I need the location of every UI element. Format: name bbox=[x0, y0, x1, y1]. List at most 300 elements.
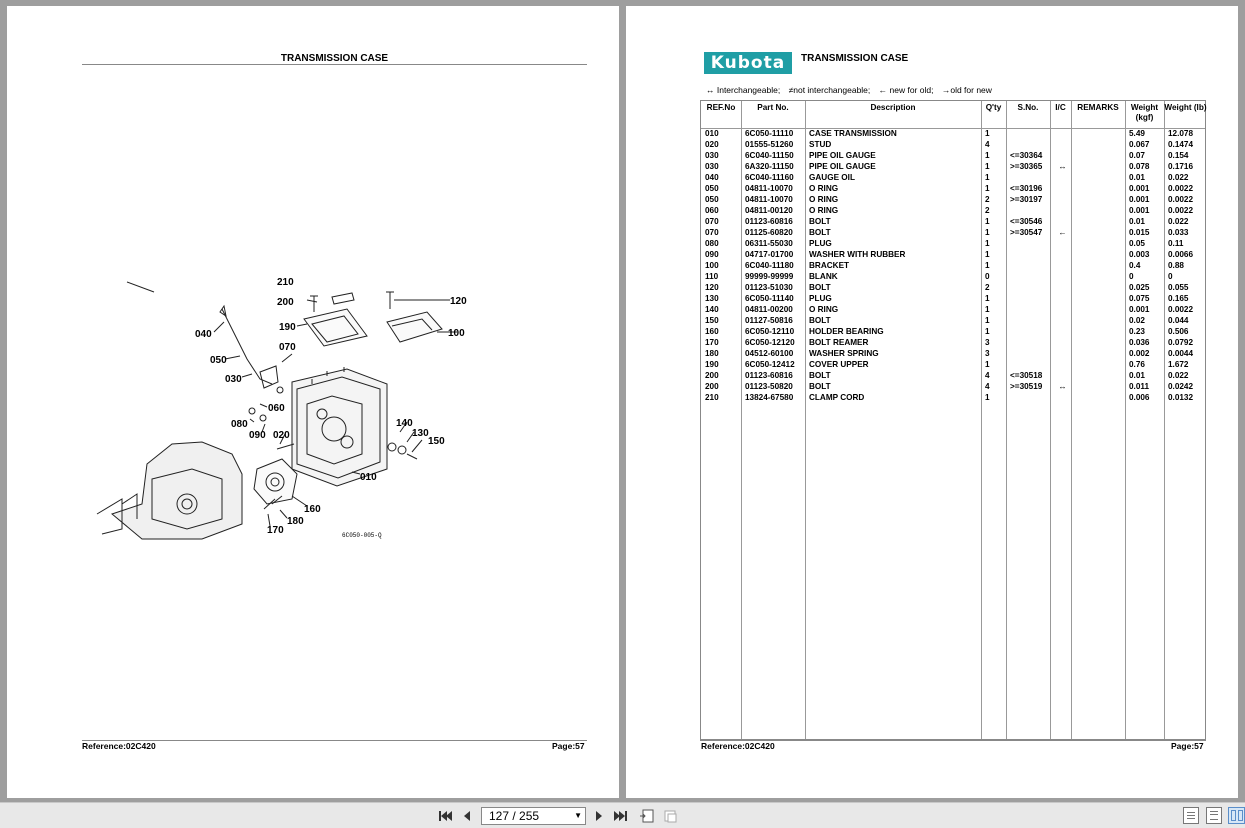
callout-050: 050 bbox=[210, 355, 227, 366]
footer-rule bbox=[700, 740, 1206, 741]
cell-description: O RING bbox=[809, 194, 839, 204]
cell-ref: 080 bbox=[705, 238, 719, 248]
cell-part-no: 6C040-11150 bbox=[745, 150, 794, 160]
cell-ic bbox=[1050, 304, 1071, 315]
callout-070: 070 bbox=[279, 342, 296, 353]
cell-part-no: 6C040-11180 bbox=[745, 260, 794, 270]
cell-weight-lb: 0.154 bbox=[1168, 150, 1189, 160]
cell-ref: 050 bbox=[705, 194, 719, 204]
cell-description: PIPE OIL GAUGE bbox=[809, 161, 876, 171]
cell-qty: 1 bbox=[985, 359, 990, 369]
cell-sno bbox=[1006, 348, 1050, 359]
cell-weight-lb: 0.11 bbox=[1168, 238, 1184, 248]
cell-weight-kgf: 0.01 bbox=[1129, 172, 1145, 182]
cell-weight-lb: 0.88 bbox=[1168, 260, 1184, 270]
cell-remarks bbox=[1071, 194, 1125, 205]
cell-qty: 3 bbox=[985, 348, 990, 358]
title-rule bbox=[82, 64, 587, 65]
cell-description: BOLT bbox=[809, 216, 831, 226]
callout-100: 100 bbox=[448, 328, 465, 339]
col-header-qty: Q'ty bbox=[985, 103, 1002, 112]
cell-description: PLUG bbox=[809, 238, 832, 248]
cell-weight-lb: 0.0022 bbox=[1168, 304, 1194, 314]
cell-weight-kgf: 0.078 bbox=[1129, 161, 1150, 171]
cell-sno bbox=[1006, 139, 1050, 150]
cell-remarks bbox=[1071, 326, 1125, 337]
parts-list-table bbox=[700, 100, 1206, 740]
cell-ref: 200 bbox=[705, 381, 719, 391]
cell-remarks bbox=[1071, 227, 1125, 238]
cell-weight-lb: 0.1716 bbox=[1168, 161, 1194, 171]
cell-description: BLANK bbox=[809, 271, 838, 281]
cell-qty: 1 bbox=[985, 293, 990, 303]
cell-description: BOLT bbox=[809, 381, 831, 391]
cell-part-no: 04811-00200 bbox=[745, 304, 793, 314]
cell-qty: 1 bbox=[985, 260, 990, 270]
cell-remarks bbox=[1071, 260, 1125, 271]
two-page-view-icon[interactable] bbox=[1228, 807, 1245, 824]
cell-description: WASHER SPRING bbox=[809, 348, 879, 358]
cell-sno bbox=[1006, 238, 1050, 249]
cell-weight-kgf: 0.001 bbox=[1129, 205, 1150, 215]
col-header-part-no: Part No. bbox=[757, 103, 789, 112]
callout-140: 140 bbox=[396, 418, 413, 429]
cell-sno: <=30196 bbox=[1010, 183, 1043, 193]
cell-ref: 090 bbox=[705, 249, 719, 259]
cell-sno bbox=[1006, 271, 1050, 282]
cell-description: BOLT bbox=[809, 227, 831, 237]
table-row bbox=[701, 249, 1207, 260]
next-page-icon[interactable] bbox=[591, 808, 607, 824]
cell-ic bbox=[1050, 205, 1071, 216]
cell-ic bbox=[1050, 260, 1071, 271]
cell-weight-lb: 12.078 bbox=[1168, 128, 1194, 138]
cell-ref: 020 bbox=[705, 139, 719, 149]
cell-part-no: 01125-60820 bbox=[745, 227, 793, 237]
callout-120: 120 bbox=[450, 296, 467, 307]
legend-not-interchangeable: ≠not interchangeable; bbox=[788, 85, 871, 95]
cell-ref: 030 bbox=[705, 161, 719, 171]
cell-ic bbox=[1050, 172, 1071, 183]
table-row bbox=[701, 205, 1207, 216]
prev-page-icon[interactable] bbox=[459, 808, 475, 824]
cell-ref: 160 bbox=[705, 326, 719, 336]
cell-sno: <=30546 bbox=[1010, 216, 1043, 226]
chevron-down-icon: ▼ bbox=[574, 811, 582, 820]
viewer-toolbar bbox=[0, 802, 1245, 828]
cell-qty: 1 bbox=[985, 249, 990, 259]
cell-ref: 120 bbox=[705, 282, 719, 292]
left-document-page bbox=[7, 6, 619, 798]
cell-ic bbox=[1050, 370, 1071, 381]
cell-weight-lb: 0.044 bbox=[1168, 315, 1189, 325]
table-row bbox=[701, 172, 1207, 183]
cell-remarks bbox=[1071, 348, 1125, 359]
cell-remarks bbox=[1071, 304, 1125, 315]
cell-ref: 070 bbox=[705, 216, 719, 226]
cell-weight-kgf: 0.23 bbox=[1129, 326, 1145, 336]
cell-sno bbox=[1006, 359, 1050, 370]
cell-weight-lb: 0 bbox=[1168, 271, 1173, 281]
callout-210: 210 bbox=[277, 277, 294, 288]
cell-ic bbox=[1050, 315, 1071, 326]
cell-description: BOLT REAMER bbox=[809, 337, 869, 347]
col-header-sno: S.No. bbox=[1017, 103, 1039, 112]
cell-ic bbox=[1050, 326, 1071, 337]
legend-interchangeable: ↔ Interchangeable; bbox=[706, 85, 781, 95]
page-number: Page:57 bbox=[552, 741, 585, 751]
cell-weight-lb: 0.022 bbox=[1168, 216, 1189, 226]
table-row bbox=[701, 271, 1207, 282]
cell-description: BOLT bbox=[809, 315, 831, 325]
col-header-weight-kgf: Weight (kgf) bbox=[1130, 103, 1159, 122]
cell-weight-kgf: 0.067 bbox=[1129, 139, 1150, 149]
cell-ref: 040 bbox=[705, 172, 719, 182]
cell-remarks bbox=[1071, 337, 1125, 348]
cell-weight-kgf: 0.075 bbox=[1129, 293, 1150, 303]
cell-weight-kgf: 0.4 bbox=[1129, 260, 1141, 270]
cell-ic bbox=[1050, 392, 1071, 403]
cell-ref: 170 bbox=[705, 337, 719, 347]
col-header-weight-lb: Weight (lb) bbox=[1164, 103, 1207, 112]
cell-weight-lb: 0.033 bbox=[1168, 227, 1189, 237]
cell-weight-lb: 0.055 bbox=[1168, 282, 1189, 292]
table-row bbox=[701, 392, 1207, 403]
cell-weight-kgf: 0.001 bbox=[1129, 304, 1150, 314]
cell-part-no: 01123-60816 bbox=[745, 370, 793, 380]
cell-part-no: 04717-01700 bbox=[745, 249, 794, 259]
page-indicator: 127 / 255 bbox=[489, 809, 540, 823]
cell-ic bbox=[1050, 128, 1071, 139]
right-document-page bbox=[626, 6, 1238, 798]
cell-remarks bbox=[1071, 370, 1125, 381]
first-page-icon[interactable] bbox=[437, 808, 453, 824]
cell-remarks bbox=[1071, 128, 1125, 139]
cell-ref: 100 bbox=[705, 260, 719, 270]
cell-part-no: 6C050-12110 bbox=[745, 326, 795, 336]
cell-qty: 1 bbox=[985, 216, 990, 226]
table-row bbox=[701, 161, 1207, 172]
cell-part-no: 01123-50820 bbox=[745, 381, 793, 391]
table-row bbox=[701, 315, 1207, 326]
cell-qty: 1 bbox=[985, 315, 990, 325]
cell-weight-lb: 0.0022 bbox=[1168, 183, 1194, 193]
cell-ref: 210 bbox=[705, 392, 719, 402]
cell-ref: 200 bbox=[705, 370, 719, 380]
callout-130: 130 bbox=[412, 428, 429, 439]
cell-qty: 1 bbox=[985, 238, 990, 248]
cell-description: O RING bbox=[809, 183, 839, 193]
cell-sno bbox=[1006, 172, 1050, 183]
cell-sno: >=30365 bbox=[1010, 161, 1043, 171]
cell-ref: 030 bbox=[705, 150, 719, 160]
cell-ref: 140 bbox=[705, 304, 719, 314]
cell-description: BOLT bbox=[809, 370, 831, 380]
kubota-logo: Kubota bbox=[704, 52, 792, 74]
cell-remarks bbox=[1071, 381, 1125, 392]
table-header-row bbox=[701, 101, 1207, 128]
cell-qty: 4 bbox=[985, 381, 990, 391]
cell-sno bbox=[1006, 249, 1050, 260]
single-page-view-icon[interactable] bbox=[1183, 807, 1199, 824]
reference-label: Reference:02C420 bbox=[701, 741, 775, 751]
cell-sno: <=30364 bbox=[1010, 150, 1043, 160]
cell-weight-kgf: 0.05 bbox=[1129, 238, 1145, 248]
callout-170: 170 bbox=[267, 525, 284, 536]
cell-sno bbox=[1006, 392, 1050, 403]
cell-ic: ↔ bbox=[1058, 161, 1067, 171]
table-row bbox=[701, 381, 1207, 392]
callout-190: 190 bbox=[279, 322, 296, 333]
cell-qty: 1 bbox=[985, 183, 990, 193]
cell-weight-lb: 0.0066 bbox=[1168, 249, 1194, 259]
col-header-description: Description bbox=[870, 103, 916, 112]
cell-ic bbox=[1050, 139, 1071, 150]
cell-sno bbox=[1006, 315, 1050, 326]
cell-ic bbox=[1050, 216, 1071, 227]
callout-020: 020 bbox=[273, 430, 290, 441]
cell-qty: 1 bbox=[985, 326, 990, 336]
callout-160: 160 bbox=[304, 504, 321, 515]
cell-remarks bbox=[1071, 392, 1125, 403]
col-header-ref: REF.No bbox=[706, 103, 736, 112]
callout-200: 200 bbox=[277, 297, 294, 308]
cell-sno: >=30519 bbox=[1010, 381, 1043, 391]
fit-width-icon[interactable] bbox=[662, 808, 678, 824]
cell-part-no: 04811-00120 bbox=[745, 205, 793, 215]
cell-description: O RING bbox=[809, 304, 839, 314]
legend-old-for-new: →old for new bbox=[941, 85, 992, 95]
cell-ic: ← bbox=[1058, 227, 1067, 237]
table-row bbox=[701, 293, 1207, 304]
table-row bbox=[701, 260, 1207, 271]
fit-page-icon[interactable] bbox=[639, 808, 655, 824]
cell-weight-lb: 0.0242 bbox=[1168, 381, 1194, 391]
cell-description: PIPE OIL GAUGE bbox=[809, 150, 876, 160]
cell-sno: <=30518 bbox=[1010, 370, 1043, 380]
cell-sno bbox=[1006, 304, 1050, 315]
cell-ref: 150 bbox=[705, 315, 719, 325]
cell-description: GAUGE OIL bbox=[809, 172, 855, 182]
cell-part-no: 6C050-11140 bbox=[745, 293, 794, 303]
cell-remarks bbox=[1071, 293, 1125, 304]
cell-part-no: 6C040-11160 bbox=[745, 172, 794, 182]
col-header-ic: I/C bbox=[1055, 103, 1066, 112]
table-row bbox=[701, 326, 1207, 337]
cell-weight-lb: 0.1474 bbox=[1168, 139, 1194, 149]
cell-ref: 110 bbox=[705, 271, 719, 281]
cell-sno bbox=[1006, 326, 1050, 337]
cell-sno bbox=[1006, 260, 1050, 271]
cell-weight-lb: 0.506 bbox=[1168, 326, 1189, 336]
continuous-view-icon[interactable] bbox=[1206, 807, 1222, 824]
cell-weight-lb: 1.672 bbox=[1168, 359, 1189, 369]
cell-ic bbox=[1050, 359, 1071, 370]
cell-qty: 1 bbox=[985, 392, 990, 402]
cell-weight-kgf: 0.07 bbox=[1129, 150, 1145, 160]
cell-part-no: 04811-10070 bbox=[745, 183, 793, 193]
cell-part-no: 04512-60100 bbox=[745, 348, 794, 358]
cell-remarks bbox=[1071, 359, 1125, 370]
table-row bbox=[701, 337, 1207, 348]
cell-description: PLUG bbox=[809, 293, 832, 303]
cell-part-no: 01127-50816 bbox=[745, 315, 793, 325]
table-row bbox=[701, 348, 1207, 359]
page-title: TRANSMISSION CASE bbox=[801, 53, 909, 64]
footer-rule bbox=[82, 740, 587, 741]
cell-remarks bbox=[1071, 161, 1125, 172]
reference-label: Reference:02C420 bbox=[82, 741, 156, 751]
cell-qty: 2 bbox=[985, 282, 990, 292]
cell-sno bbox=[1006, 205, 1050, 216]
cell-part-no: 6C050-12120 bbox=[745, 337, 795, 347]
cell-ic bbox=[1050, 194, 1071, 205]
cell-part-no: 6A320-11150 bbox=[745, 161, 794, 171]
cell-weight-kgf: 0.76 bbox=[1129, 359, 1145, 369]
cell-description: BOLT bbox=[809, 282, 831, 292]
cell-weight-kgf: 0 bbox=[1129, 271, 1134, 281]
cell-remarks bbox=[1071, 183, 1125, 194]
cell-weight-lb: 0.0022 bbox=[1168, 194, 1194, 204]
legend-new-for-old: ← new for old; bbox=[878, 85, 934, 95]
cell-weight-kgf: 0.011 bbox=[1129, 381, 1150, 391]
callout-040: 040 bbox=[195, 329, 212, 340]
cell-weight-kgf: 0.025 bbox=[1129, 282, 1150, 292]
cell-weight-lb: 0.022 bbox=[1168, 172, 1189, 182]
callout-080: 080 bbox=[231, 419, 248, 430]
cell-remarks bbox=[1071, 139, 1125, 150]
cell-weight-kgf: 0.003 bbox=[1129, 249, 1150, 259]
cell-qty: 2 bbox=[985, 194, 990, 204]
cell-remarks bbox=[1071, 205, 1125, 216]
cell-ref: 050 bbox=[705, 183, 719, 193]
table-row bbox=[701, 227, 1207, 238]
cell-weight-kgf: 0.02 bbox=[1129, 315, 1145, 325]
page-number-input[interactable] bbox=[481, 807, 586, 825]
cell-ic bbox=[1050, 249, 1071, 260]
table-row bbox=[701, 359, 1207, 370]
cell-weight-lb: 0.0022 bbox=[1168, 205, 1194, 215]
col-header-remarks: REMARKS bbox=[1077, 103, 1119, 112]
cell-description: COVER UPPER bbox=[809, 359, 869, 369]
cell-sno bbox=[1006, 337, 1050, 348]
cell-ref: 130 bbox=[705, 293, 719, 303]
cell-part-no: 6C050-11110 bbox=[745, 128, 794, 138]
cell-description: HOLDER BEARING bbox=[809, 326, 884, 336]
cell-ic bbox=[1050, 183, 1071, 194]
cell-sno: >=30547 bbox=[1010, 227, 1043, 237]
callout-180: 180 bbox=[287, 516, 304, 527]
cell-description: CASE TRANSMISSION bbox=[809, 128, 897, 138]
table-row bbox=[701, 216, 1207, 227]
cell-weight-kgf: 0.036 bbox=[1129, 337, 1150, 347]
cell-weight-kgf: 0.002 bbox=[1129, 348, 1150, 358]
diagram-code: 6C050-005-Q bbox=[342, 532, 382, 539]
cell-qty: 1 bbox=[985, 128, 990, 138]
cell-ref: 060 bbox=[705, 205, 719, 215]
cell-remarks bbox=[1071, 249, 1125, 260]
cell-remarks bbox=[1071, 238, 1125, 249]
cell-ic bbox=[1050, 150, 1071, 161]
cell-ic: ↔ bbox=[1058, 381, 1067, 391]
cell-qty: 1 bbox=[985, 150, 990, 160]
cell-qty: 4 bbox=[985, 370, 990, 380]
cell-qty: 3 bbox=[985, 337, 990, 347]
cell-part-no: 06311-55030 bbox=[745, 238, 793, 248]
cell-remarks bbox=[1071, 172, 1125, 183]
table-row bbox=[701, 183, 1207, 194]
cell-qty: 0 bbox=[985, 271, 990, 281]
cell-sno bbox=[1006, 128, 1050, 139]
cell-description: STUD bbox=[809, 139, 832, 149]
cell-part-no: 6C050-12412 bbox=[745, 359, 795, 369]
cell-description: BRACKET bbox=[809, 260, 850, 270]
table-row bbox=[701, 150, 1207, 161]
table-row bbox=[701, 238, 1207, 249]
cell-description: O RING bbox=[809, 205, 839, 215]
cell-sno bbox=[1006, 282, 1050, 293]
cell-remarks bbox=[1071, 150, 1125, 161]
cell-part-no: 01555-51260 bbox=[745, 139, 794, 149]
cell-ic bbox=[1050, 271, 1071, 282]
table-row bbox=[701, 128, 1207, 139]
cell-weight-kgf: 0.01 bbox=[1129, 216, 1145, 226]
cell-weight-kgf: 0.006 bbox=[1129, 392, 1150, 402]
last-page-icon[interactable] bbox=[613, 808, 629, 824]
cell-weight-lb: 0.0132 bbox=[1168, 392, 1194, 402]
cell-ref: 010 bbox=[705, 128, 719, 138]
cell-ic bbox=[1050, 238, 1071, 249]
cell-remarks bbox=[1071, 216, 1125, 227]
cell-weight-kgf: 0.001 bbox=[1129, 183, 1150, 193]
exploded-parts-diagram bbox=[82, 264, 482, 549]
table-row bbox=[701, 194, 1207, 205]
cell-ic bbox=[1050, 348, 1071, 359]
cell-weight-lb: 0.165 bbox=[1168, 293, 1189, 303]
cell-qty: 4 bbox=[985, 139, 990, 149]
cell-ref: 070 bbox=[705, 227, 719, 237]
cell-qty: 2 bbox=[985, 205, 990, 215]
cell-ref: 190 bbox=[705, 359, 719, 369]
table-row bbox=[701, 304, 1207, 315]
page-title: TRANSMISSION CASE bbox=[280, 53, 389, 64]
callout-030: 030 bbox=[225, 374, 242, 385]
cell-qty: 1 bbox=[985, 227, 990, 237]
cell-remarks bbox=[1071, 282, 1125, 293]
cell-weight-kgf: 5.49 bbox=[1129, 128, 1145, 138]
cell-weight-kgf: 0.01 bbox=[1129, 370, 1145, 380]
cell-remarks bbox=[1071, 315, 1125, 326]
cell-weight-lb: 0.022 bbox=[1168, 370, 1189, 380]
cell-qty: 1 bbox=[985, 172, 990, 182]
cell-ref: 180 bbox=[705, 348, 719, 358]
callout-060: 060 bbox=[268, 403, 285, 414]
cell-qty: 1 bbox=[985, 304, 990, 314]
cell-weight-lb: 0.0792 bbox=[1168, 337, 1194, 347]
cell-description: WASHER WITH RUBBER bbox=[809, 249, 906, 259]
page-number: Page:57 bbox=[1171, 741, 1204, 751]
cell-sno: >=30197 bbox=[1010, 194, 1043, 204]
interchange-legend bbox=[706, 85, 998, 95]
cell-sno bbox=[1006, 293, 1050, 304]
cell-weight-lb: 0.0044 bbox=[1168, 348, 1194, 358]
table-row bbox=[701, 370, 1207, 381]
cell-ic bbox=[1050, 337, 1071, 348]
cell-description: CLAMP CORD bbox=[809, 392, 865, 402]
table-row bbox=[701, 282, 1207, 293]
cell-ic bbox=[1050, 282, 1071, 293]
cell-weight-kgf: 0.001 bbox=[1129, 194, 1150, 204]
